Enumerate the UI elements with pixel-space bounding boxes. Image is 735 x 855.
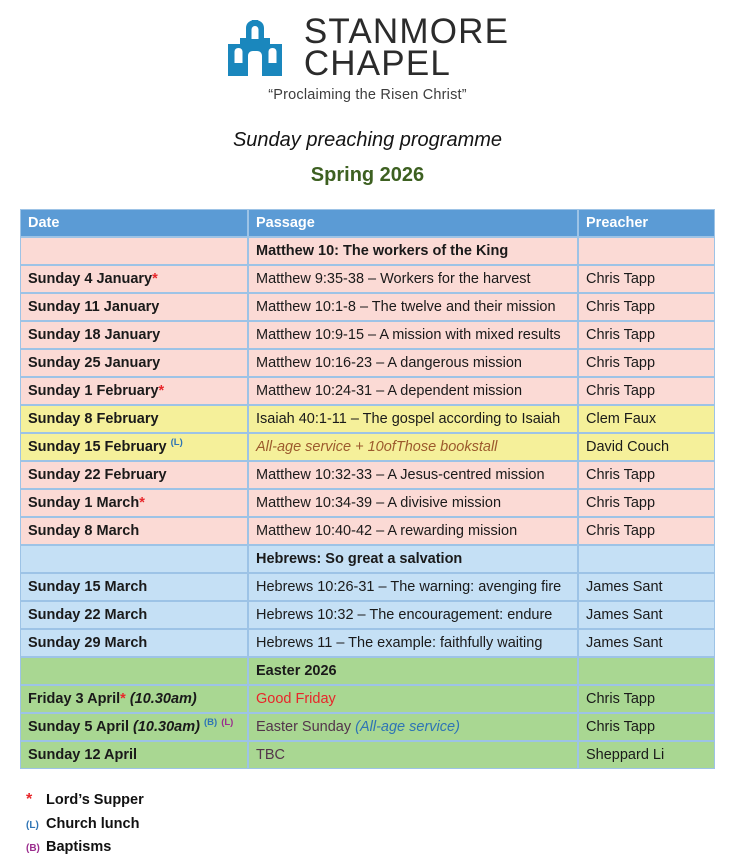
cell-date: Sunday 8 March [20,517,248,545]
cell-passage [248,713,578,741]
legend-marker-icon: (B) [26,843,40,855]
cell-preacher [578,545,715,573]
cell-preacher: Chris Tapp [578,685,715,713]
lords-supper-mark: * [152,271,158,288]
cell-date [20,657,248,685]
cell-passage: Matthew 9:35-38 – Workers for the harvest [248,265,578,293]
cell-section-title: Hebrews: So great a salvation [248,545,578,573]
cell-date: Sunday 8 February [20,405,248,433]
cell-passage: Matthew 10:16-23 – A dangerous mission [248,349,578,377]
service-time: (10.30am) [129,691,197,708]
preaching-schedule-table [20,209,715,769]
passage-text: TBC [256,747,285,764]
passage-text: Good Friday [256,691,336,708]
legend-marker-icon: (L) [26,820,39,832]
cell-preacher: Sheppard Li [578,741,715,769]
table-row [20,713,715,741]
cell-passage: Isaiah 40:1-11 – The gospel according to Isaiah [248,405,578,433]
cell-preacher: Chris Tapp [578,517,715,545]
cell-date: Sunday 11 January [20,293,248,321]
section-header-row [20,657,715,685]
lords-supper-mark: * [158,383,165,400]
table-row [20,489,715,517]
logo-line-1: STANMORE [303,12,510,51]
cell-preacher: Chris Tapp [578,321,715,349]
table-row [20,265,715,293]
cell-preacher [578,657,715,685]
brand-tagline: “Proclaiming the Risen Christ” [268,87,467,104]
cell-preacher: Chris Tapp [578,265,715,293]
table-row [20,601,715,629]
cell-date: Sunday 1 February* [20,377,248,405]
cell-passage: Matthew 10:34-39 – A divisive mission [248,489,578,517]
table-header [20,209,715,237]
passage-text: Easter Sunday [256,719,352,736]
cell-passage [248,433,578,461]
cell-date [20,545,248,573]
cell-date: Sunday 22 March [20,601,248,629]
cell-passage: Hebrews 10:32 – The encouragement: endure [248,601,578,629]
table-row [20,377,715,405]
table-row [20,517,715,545]
cell-preacher: James Sant [578,601,715,629]
table-row [20,741,715,769]
cell-date: Sunday 1 March* [20,489,248,517]
cell-passage: Matthew 10:32-33 – A Jesus-centred mission [248,461,578,489]
chapel-building-icon [226,18,290,78]
cell-preacher: Chris Tapp [578,349,715,377]
table-row [20,433,715,461]
cell-date: Sunday 29 March [20,629,248,657]
table-row [20,685,715,713]
brand-header [0,0,735,103]
cell-preacher: Chris Tapp [578,713,715,741]
cell-date [20,237,248,265]
legend-item [26,839,735,855]
table-row [20,321,715,349]
cell-preacher: Chris Tapp [578,293,715,321]
cell-preacher: David Couch [578,433,715,461]
cell-passage: Matthew 10:24-31 – A dependent mission [248,377,578,405]
cell-preacher: James Sant [578,573,715,601]
cell-section-title: Matthew 10: The workers of the King [248,237,578,265]
service-time: (10.30am) [133,719,200,736]
baptism-mark: (B) [203,717,218,729]
cell-date: Sunday 15 March [20,573,248,601]
table-row [20,461,715,489]
section-header-row [20,237,715,265]
legend-label: Lord’s Supper [46,792,144,809]
section-header-row [20,545,715,573]
lords-supper-mark: * [139,495,145,512]
column-header-passage: Passage [248,209,578,237]
table-body [20,237,715,769]
cell-passage [248,685,578,713]
table-header-row [20,209,715,237]
cell-passage: Hebrews 10:26-31 – The warning: avenging fire [248,573,578,601]
table-row [20,405,715,433]
logo-line-2: CHAPEL [303,44,452,84]
cell-passage: Hebrews 11 – The example: faithfully waiting [248,629,578,657]
cell-date: Sunday 5 April (10.30am) $^{(B)}$ $^{(L)}$ [20,713,248,741]
passage-note: (All-age service) [355,719,460,736]
logo-wordmark [303,12,510,84]
legend-label: Baptisms [46,839,112,855]
column-header-preacher: Preacher [578,209,715,237]
schedule-table-wrapper [20,209,715,769]
cell-date: Sunday 18 January [20,321,248,349]
table-row [20,293,715,321]
logo-row [226,12,510,84]
legend-label: Church lunch [46,816,140,833]
cell-preacher: Chris Tapp [578,377,715,405]
church-lunch-mark: (L) [170,437,183,449]
cell-passage: Matthew 10:9-15 – A mission with mixed results [248,321,578,349]
column-header-date: Date [20,209,248,237]
legend-marker-icon: * [26,791,33,809]
cell-passage: Matthew 10:1-8 – The twelve and their mission [248,293,578,321]
cell-date: Sunday 4 January* [20,265,248,293]
table-row [20,573,715,601]
cell-passage: Matthew 10:40-42 – A rewarding mission [248,517,578,545]
cell-section-title: Easter 2026 [248,657,578,685]
passage-text: All-age service + 10ofThose bookstall [256,439,498,456]
cell-date: Sunday 22 February [20,461,248,489]
cell-preacher: James Sant [578,629,715,657]
lords-supper-mark: * [120,691,126,708]
cell-date: Sunday 12 April [20,741,248,769]
cell-passage [248,741,578,769]
legend [26,791,735,855]
page-title: Sunday preaching programme [232,129,503,152]
cell-preacher: Clem Faux [578,405,715,433]
cell-preacher: Chris Tapp [578,461,715,489]
table-row [20,349,715,377]
season-subtitle: Spring 2026 [310,164,425,187]
cell-date: Friday 3 April* (10.30am) [20,685,248,713]
cell-date: Sunday 15 February $^{(L)}$ [20,433,248,461]
cell-preacher [578,237,715,265]
cell-preacher: Chris Tapp [578,489,715,517]
cell-date: Sunday 25 January [20,349,248,377]
table-row [20,629,715,657]
legend-item [26,791,735,809]
legend-item [26,816,735,832]
church-lunch-mark: (L) [221,717,234,729]
